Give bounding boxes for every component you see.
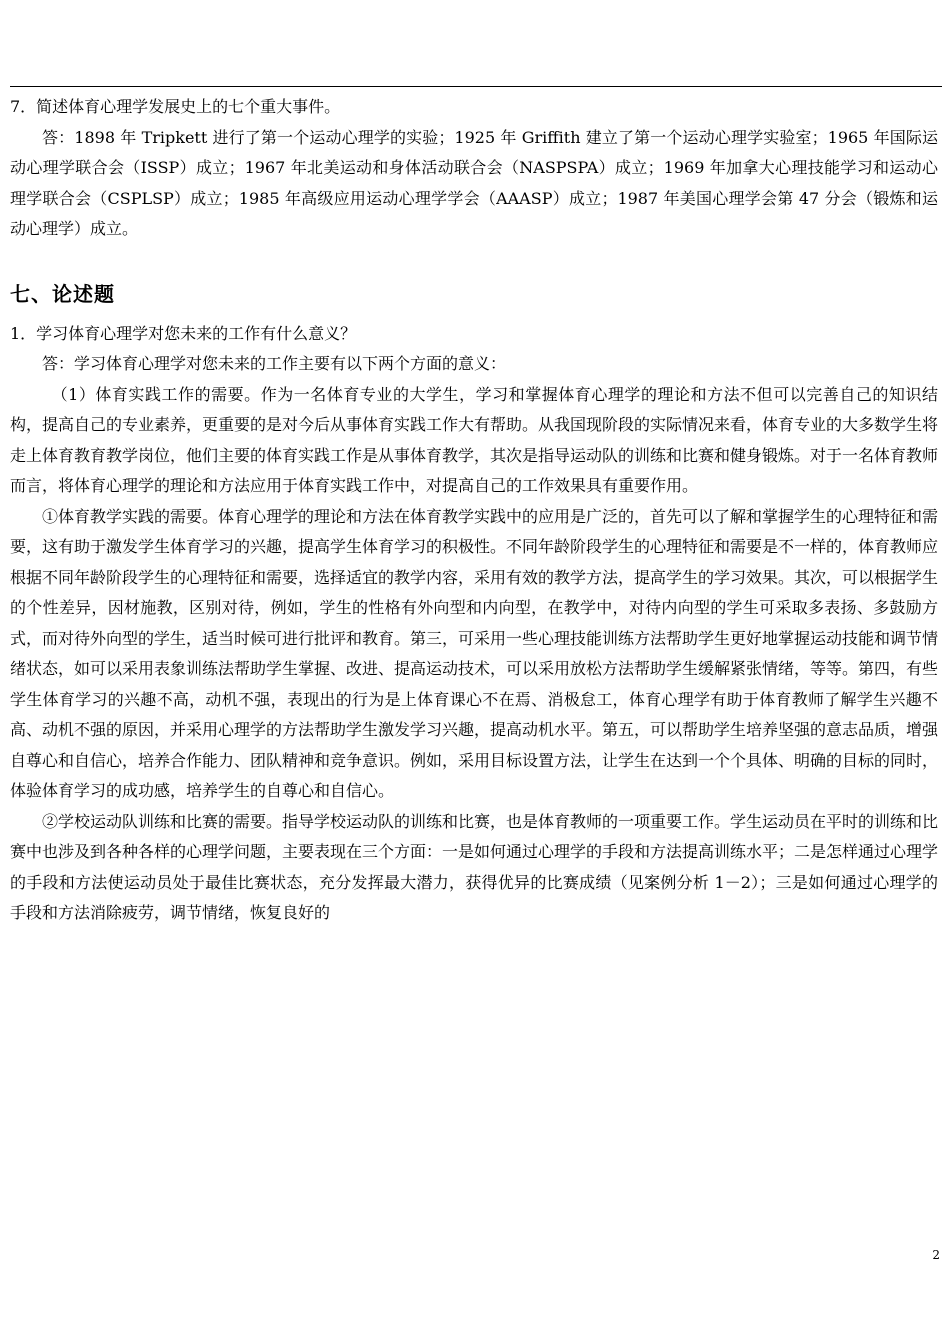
answer-1-point-1: （1）体育实践工作的需要。作为一名体育专业的大学生，学习和掌握体育心理学的理论和方法不但可以完善自己的知识结构，提高自己的专业素养，更重要的是对今后从事体育实践工作大有帮助。从我国现阶段的实际情况来看，体育专业的大多数学生将走上体育教育教学岗位，他们主要的体育实践工作是从事体育教学，其次是指导运动队的训练和比赛和健身锻炼。对于一名体育教师而言，将体育心理学的理论和方法应用于体育实践工作中，对提高自己的工作效果具有重要作用。 [10,384,939,495]
answer-1-sub-2: ②学校运动队训练和比赛的需要。指导学校运动队的训练和比赛，也是体育教师的一项重要工作。学生运动员在平时的训练和比赛中也涉及到各种各样的心理学问题，主要表现在三个方面：一是如何通过心理学的手段和方法提高训练水平；二是怎样通过心理学的手段和方法使运动员处于最佳比赛状态，充分发挥最大潜力，获得优异的比赛成绩（见案例分析 1－2）；三是如何通过心理学的手段和方法消除疲劳，调节情绪，恢复良好的 [10,811,939,922]
section-heading: 七、论述题 [10,281,115,306]
answer-1-sub-1: ①体育教学实践的需要。体育心理学的理论和方法在体育教学实践中的应用是广泛的，首先可以了解和掌握学生的心理特征和需要，这有助于激发学生体育学习的兴趣，提高学生体育学习的积极性。不同年龄阶段学生的心理特征和需要是不一样的，体育教师应根据不同年龄阶段学生的心理特征和需要，选择适宜的教学内容，采用有效的教学方法，提高学生的学习效果。其次，可以根据学生的个性差异，因材施教，区别对待，例如，学生的性格有外向型和内向型，在教学中，对待内向型的学生可采取多表扬、多鼓励方式，而对待外向型的学生，适当时候可进行批评和教育。第三，可采用一些心理技能训练方法帮助学生更好地掌握运动技能和调节情绪状态，如可以采用表象训练法帮助学生掌握、改进、提高运动技术，可以采用放松方法帮助学生缓解紧张情绪，等等。第四，有些学生体育学习的兴趣不高，动机不强，表现出的行为是上体育课心不在焉、消极怠工，体育心理学有助于体育教师了解学生兴趣不高、动机不强的原因，并采用心理学的方法帮助学生激发学习兴趣，提高动机水平。第五，可以帮助学生培养坚强的意志品质，增强自尊心和自信心，培养合作能力、团队精神和竞争意识。例如，采用目标设置方法，让学生在达到一个个具体、明确的目标的同时，体验体育学习的成功感，培养学生的自尊心和自信心。 [10,506,939,800]
header-rule [10,86,942,87]
question-7: 7．简述体育心理学发展史上的七个重大事件。 [10,97,341,116]
answer-7: 答：1898 年 Tripkett 进行了第一个运动心理学的实验；1925 年 Griffith 建立了第一个运动心理学实验室；1965 年国际运动心理学联合会（ISSP）成立；1967 年北美运动和身体活动联合会（NASPSPA）成立；1969 年加拿大心理技能学习和运动心理学联合会（CSPLSP）成立；1985 年高级应用运动心理学学会（AAASP）成立；1987 年美国心理学会第 47 分会（锻炼和运动心理学）成立。 [10,127,938,238]
question-1: 1．学习体育心理学对您未来的工作有什么意义？ [10,323,357,343]
page-body [10,92,938,929]
answer-1-intro: 答：学习体育心理学对您未来的工作主要有以下两个方面的意义： [42,354,507,373]
page-number: 2 [932,1248,940,1262]
